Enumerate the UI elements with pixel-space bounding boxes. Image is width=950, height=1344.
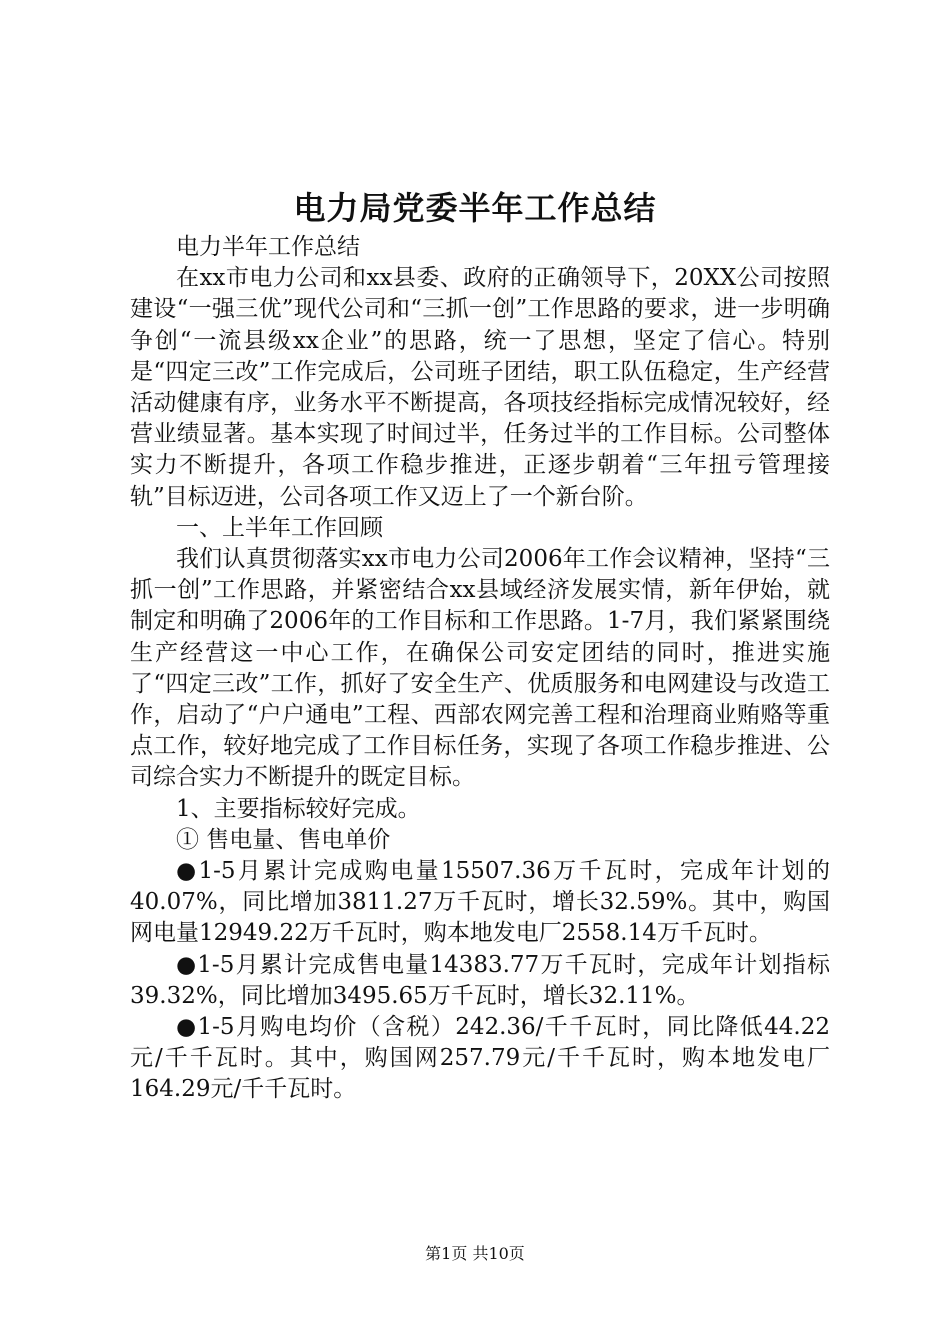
document-title: 电力局党委半年工作总结 [293,189,657,227]
bullet-paragraph: ●1-5月购电均价（含税）242.36/千千瓦时，同比降低44.22元/千千瓦时。其中，购国网257.79元/千千瓦时，购本地发电厂164.29元/千千瓦时。 [130,1014,830,1103]
page-footer: 第1页 共10页 [425,1244,525,1263]
bullet-paragraph: ●1-5月累计完成售电量14383.77万千瓦时，完成年计划指标39.32%，同比增加3495.65万千瓦时，增长32.11%。 [130,951,830,1009]
section-heading: 一、上半年工作回顾 [176,514,383,541]
intro-paragraph: 在xx市电力公司和xx县委、政府的正确领导下，20XX公司按照建设“一强三优”现代公司和“三抓一创”工作思路的要求，进一步明确争创“一流县级xx企业”的思路，统一了思想，坚定了信心。特别是“四定三改”工作完成后，公司班子团结，职工队伍稳定，生产经营活动健康有序，业务水平不断提高，各项技经指标完成情况较好，经营业绩显著。基本实现了时间过半，任务过半的工作目标。公司整体实力不断提升，各项工作稳步推进，正逐步朝着“三年扭亏管理接轨”目标迈进，公司各项工作又迈上了一个新台阶。 [130,265,830,510]
subtitle-paragraph: 电力半年工作总结 [176,234,360,260]
subsection-heading: 1、主要指标较好完成。 [176,795,421,822]
document-body [130,232,830,1106]
item-heading: ① 售电量、售电单价 [176,826,391,853]
bullet-paragraph: ●1-5月累计完成购电量15507.36万千瓦时，完成年计划的40.07%，同比增加3811.27万千瓦时，增长32.59%。其中，购国网电量12949.22万千瓦时，购本地发电厂2558.14万千瓦时。 [130,858,830,947]
review-paragraph: 我们认真贯彻落实xx市电力公司2006年工作会议精神，坚持“三抓一创”工作思路，并紧密结合xx县域经济发展实情，新年伊始，就制定和明确了2006年的工作目标和工作思路。1-7月，我们紧紧围绕生产经营这一中心工作，在确保公司安定团结的同时，推进实施了“四定三改”工作，抓好了安全生产、优质服务和电网建设与改造工作，启动了“户户通电”工程、西部农网完善工程和治理商业贿赂等重点工作，较好地完成了工作目标任务，实现了各项工作稳步推进、公司综合实力不断提升的既定目标。 [130,546,830,791]
